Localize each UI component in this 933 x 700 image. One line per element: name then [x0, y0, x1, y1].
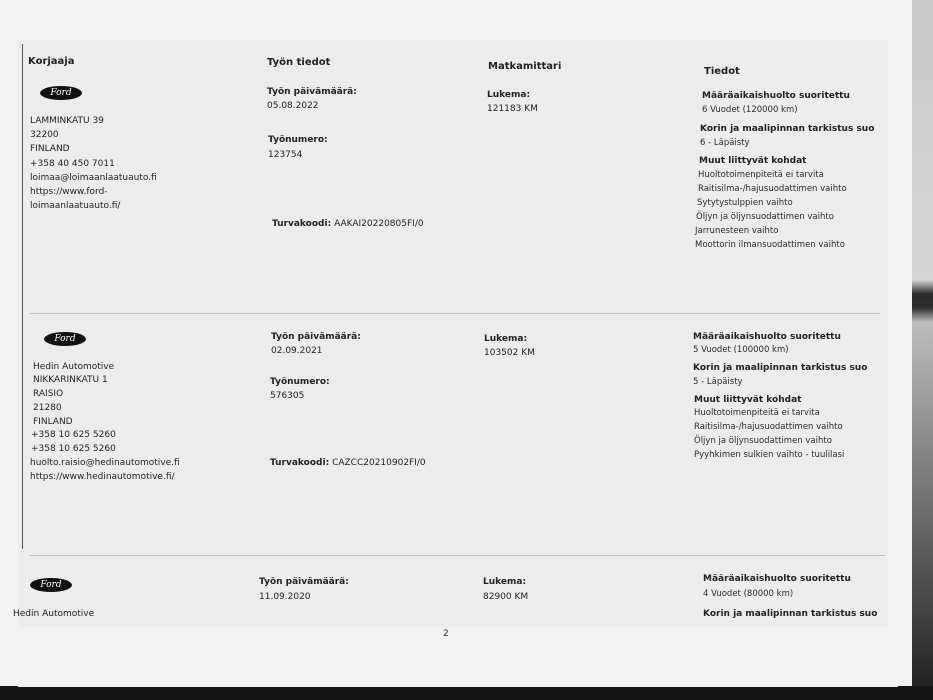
work-order-label: Työnumero: — [270, 377, 330, 387]
header-repairer: Korjaaja — [28, 56, 75, 67]
ford-logo-icon: Ford — [30, 578, 72, 592]
photo-edge — [912, 0, 933, 700]
work-order-number: 123754 — [268, 150, 303, 160]
table-left-border — [22, 44, 23, 549]
work-date-label: Työn päivämäärä: — [259, 577, 349, 587]
header-info: Tiedot — [704, 66, 740, 77]
header-odometer: Matkamittari — [488, 61, 562, 72]
odometer-reading: 121183 KM — [487, 104, 538, 114]
entry-separator — [30, 313, 880, 314]
page-footer-area — [18, 627, 898, 687]
odometer-reading: 103502 KM — [484, 348, 535, 358]
work-date-label: Työn päivämäärä: — [271, 332, 361, 342]
work-date: 05.08.2022 — [267, 101, 319, 111]
security-code: Turvakoodi: AAKAI20220805FI/0 — [272, 219, 424, 229]
work-order-label: Työnumero: — [268, 135, 328, 145]
security-code: Turvakoodi: CAZCC20210902FI/0 — [270, 458, 426, 468]
work-date: 02.09.2021 — [271, 346, 323, 356]
work-order-number: 576305 — [270, 391, 305, 401]
work-date-label: Työn päivämäärä: — [267, 87, 357, 97]
reading-label: Lukema: — [487, 90, 531, 100]
ford-logo-icon: Ford — [40, 86, 82, 100]
ford-logo-icon: Ford — [44, 332, 86, 346]
photo-bottom-edge — [0, 686, 933, 700]
repairer-name: Hedin Automotive — [13, 609, 95, 619]
odometer-reading: 82900 KM — [483, 592, 529, 602]
work-date: 11.09.2020 — [259, 592, 311, 602]
page-number: 2 — [443, 629, 449, 639]
reading-label: Lukema: — [483, 577, 527, 587]
reading-label: Lukema: — [484, 334, 528, 344]
entry-separator — [30, 555, 885, 556]
header-work-info: Työn tiedot — [267, 57, 331, 68]
